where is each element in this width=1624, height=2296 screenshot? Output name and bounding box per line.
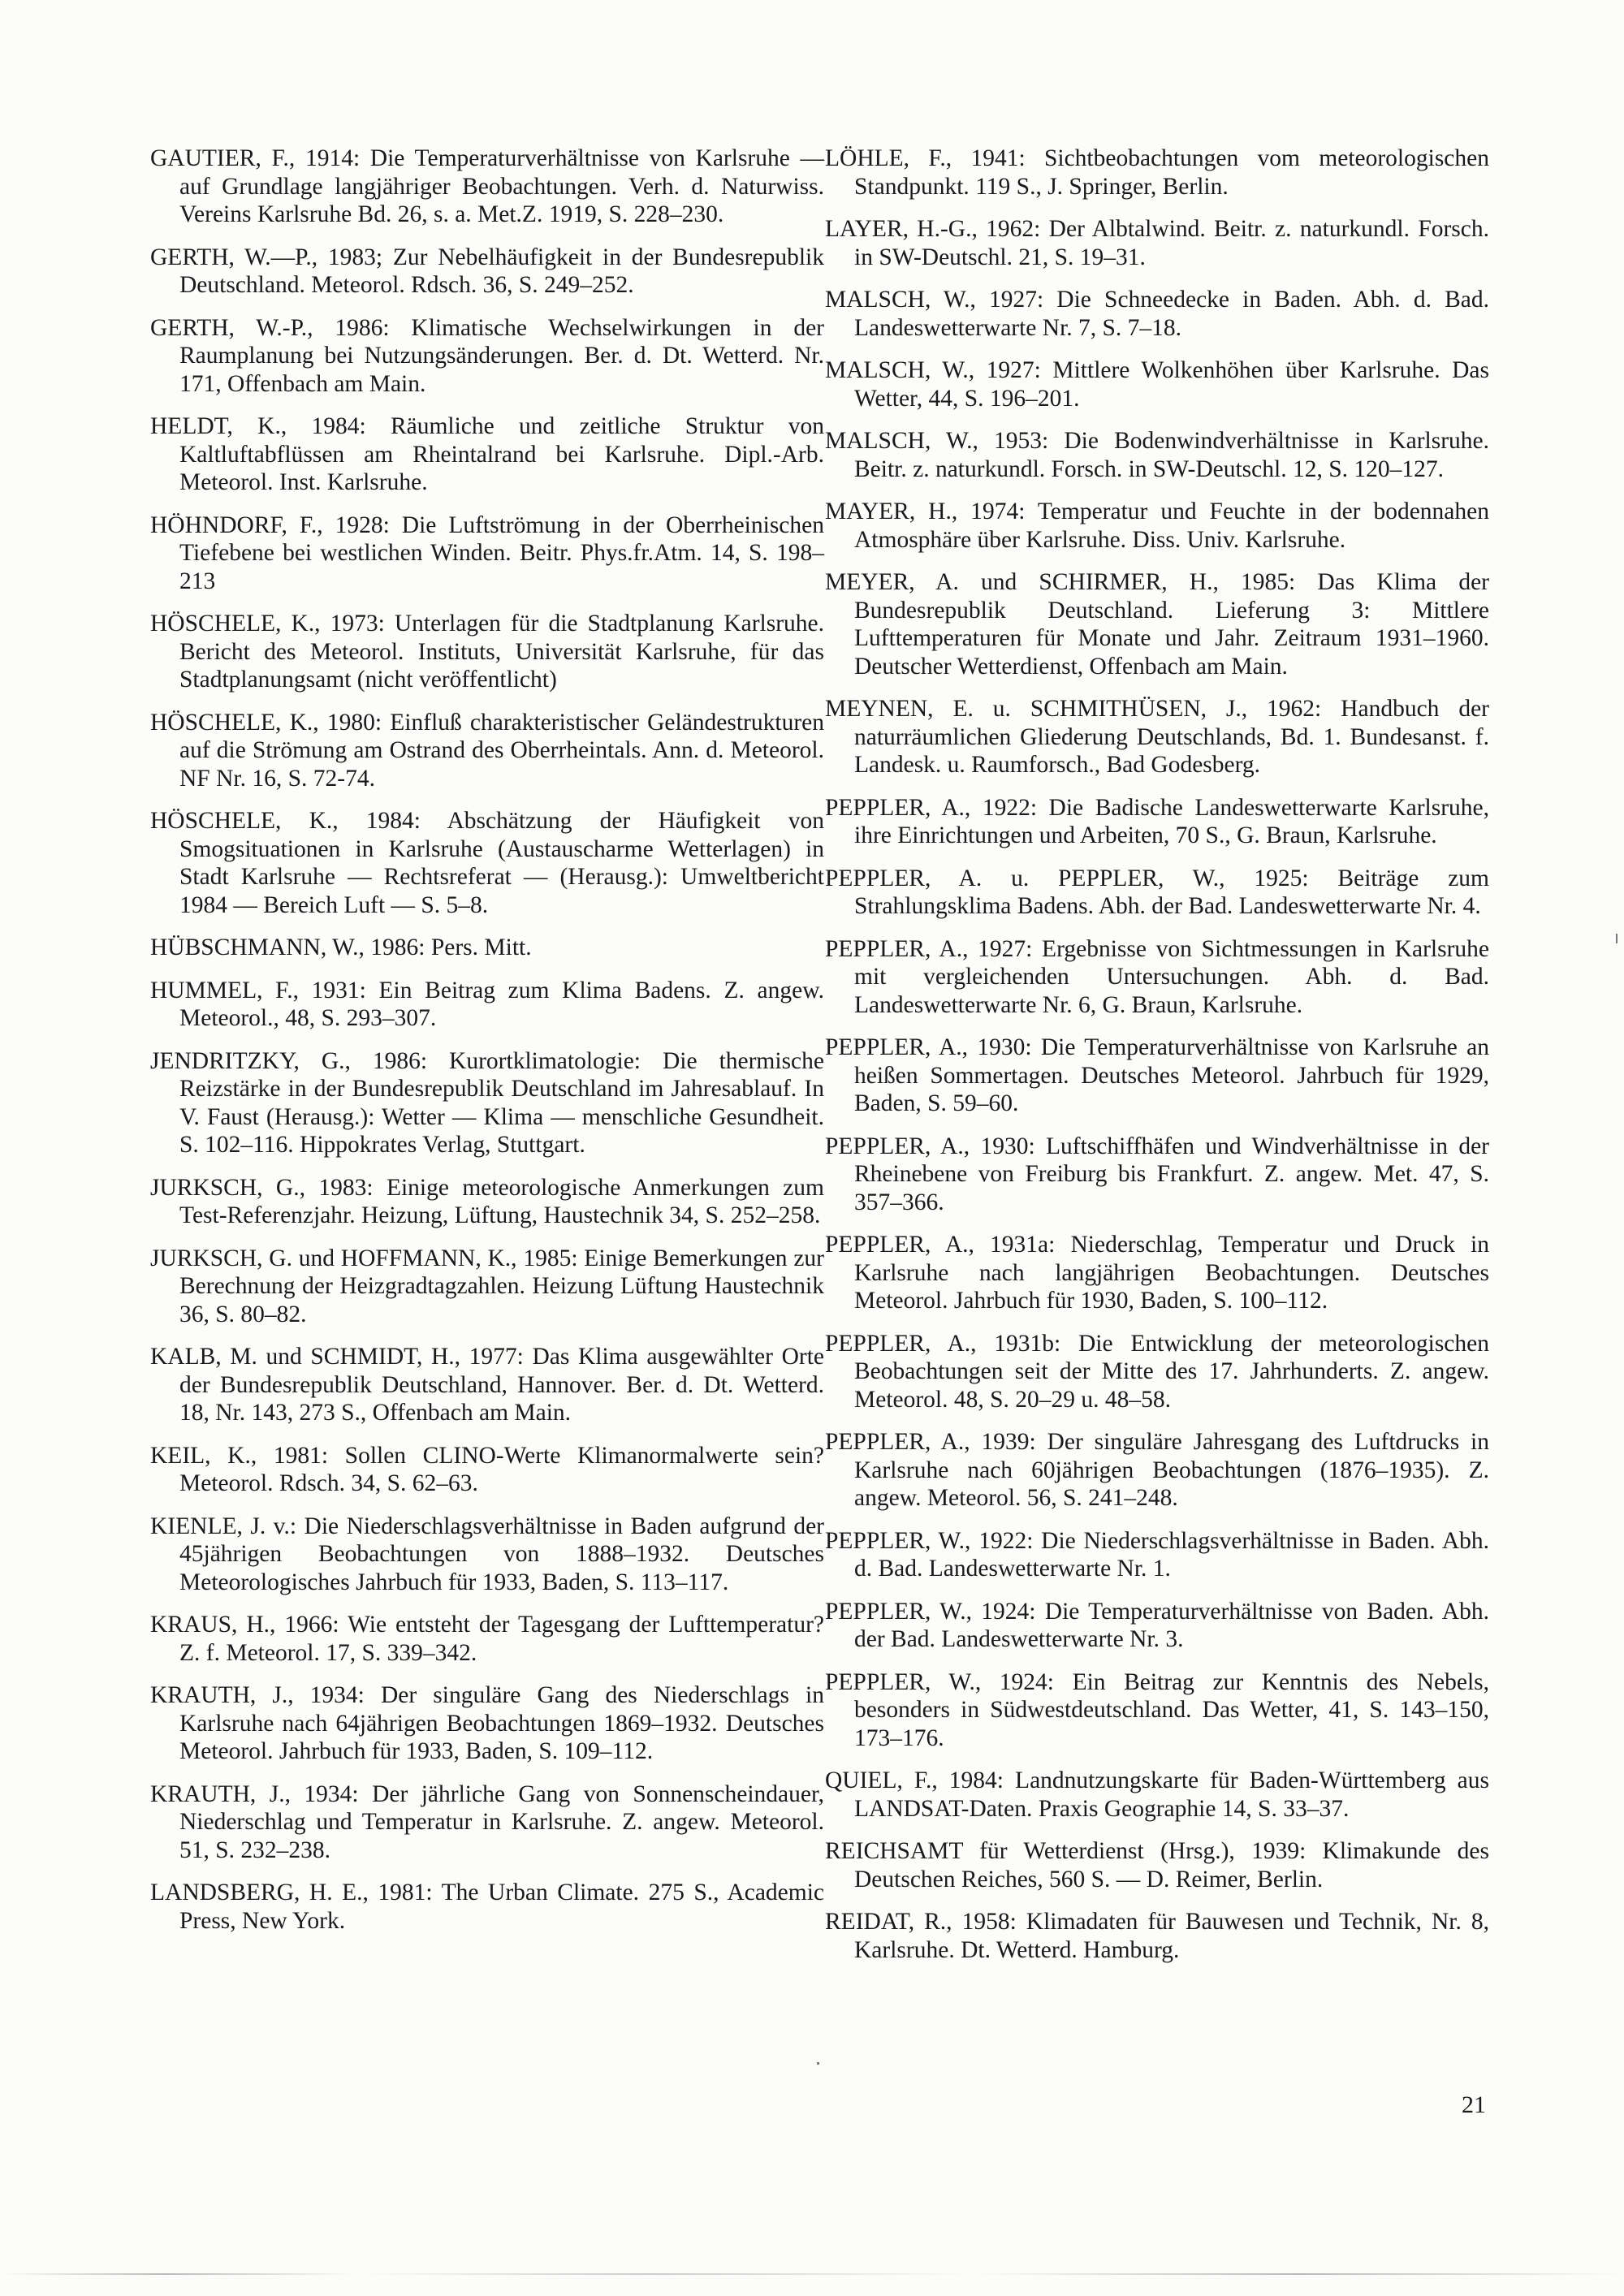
reference-entry: MALSCH, W., 1927: Mittlere Wolkenhöhen über Karlsruhe. Das Wetter, 44, S. 196–201. [825, 357, 1489, 412]
reference-entry: MEYNEN, E. u. SCHMITHÜSEN, J., 1962: Handbuch der naturräumlichen Gliederung Deutschlands, Bd. 1. Bundesanst. f. Landesk. u. Raumforsch., Bad Godesberg. [825, 696, 1489, 778]
reference-entry: MAYER, H., 1974: Temperatur und Feuchte in der bodennahen Atmosphäre über Karlsruhe. Diss. Univ. Karlsruhe. [825, 498, 1489, 553]
reference-entry: REIDAT, R., 1958: Klimadaten für Bauwesen und Technik, Nr. 8, Karlsruhe. Dt. Wetterd. Hamburg. [825, 1909, 1489, 1963]
reference-entry: PEPPLER, A., 1931a: Niederschlag, Temperatur und Druck in Karlsruhe nach langjährigen Beobachtungen. Deutsches Meteorol. Jahrbuch für 1930, Baden, S. 100–112. [825, 1232, 1489, 1314]
reference-entry: MALSCH, W., 1953: Die Bodenwindverhältnisse in Karlsruhe. Beitr. z. naturkundl. Forsch. in SW-Deutschl. 12, S. 120–127. [825, 428, 1489, 482]
references-right-column [825, 145, 1489, 1979]
reference-entry: JENDRITZKY, G., 1986: Kurortklimatologie: Die thermische Reizstärke in der Bundesrepublik Deutschland im Jahresablauf. In V. Faust (Herausg.): Wetter — Klima — menschliche Gesundheit. S. 102–116. Hippokrates Verlag, Stuttgart. [150, 1047, 824, 1158]
reference-entry: PEPPLER, A., 1939: Der singuläre Jahresgang des Luftdrucks in Karlsruhe nach 60jährigen Beobachtungen (1876–1935). Z. angew. Meteorol. 56, S. 241–248. [825, 1429, 1489, 1511]
reference-entry: HÖSCHELE, K., 1984: Abschätzung der Häufigkeit von Smogsituationen in Karlsruhe (Austauscharme Wetterlagen) in Stadt Karlsruhe — Rechtsreferat — (Herausg.): Umweltbericht 1984 — Bereich Luft — S. 5–8. [150, 808, 824, 918]
reference-entry: GERTH, W.—P., 1983; Zur Nebelhäufigkeit in der Bundesrepublik Deutschland. Meteorol. Rdsch. 36, S. 249–252. [150, 244, 824, 298]
page-number: 21 [1462, 2091, 1486, 2118]
reference-entry: PEPPLER, A. u. PEPPLER, W., 1925: Beiträge zum Strahlungsklima Badens. Abh. der Bad. Landeswetterwarte Nr. 4. [825, 865, 1489, 919]
scan-speck [1616, 934, 1618, 943]
reference-entry: KRAUTH, J., 1934: Der singuläre Gang des Niederschlags in Karlsruhe nach 64jährigen Beobachtungen 1869–1932. Deutsches Meteorol. Jahrbuch für 1933, Baden, S. 109–112. [150, 1682, 824, 1764]
reference-entry: HÖSCHELE, K., 1973: Unterlagen für die Stadtplanung Karlsruhe. Bericht des Meteorol. Instituts, Universität Karlsruhe, für das Stadtplanungsamt (nicht veröffentlicht) [150, 611, 824, 693]
reference-entry: HÜBSCHMANN, W., 1986: Pers. Mitt. [150, 934, 532, 960]
reference-entry: LÖHLE, F., 1941: Sichtbeobachtungen vom meteorologischen Standpunkt. 119 S., J. Springer, Berlin. [825, 145, 1489, 200]
reference-entry: JURKSCH, G., 1983: Einige meteorologische Anmerkungen zum Test-Referenzjahr. Heizung, Lüftung, Haustechnik 34, S. 252–258. [150, 1174, 824, 1228]
reference-entry: KIENLE, J. v.: Die Niederschlagsverhältnisse in Baden aufgrund der 45jährigen Beobachtungen von 1888–1932. Deutsches Meteorologisches Jahrbuch für 1933, Baden, S. 113–117. [150, 1513, 824, 1595]
reference-entry: HELDT, K., 1984: Räumliche und zeitliche Struktur von Kaltluftabflüssen am Rheintalrand bei Karlsruhe. Dipl.-Arb. Meteorol. Inst. Karlsruhe. [150, 413, 824, 495]
reference-entry: LANDSBERG, H. E., 1981: The Urban Climate. 275 S., Academic Press, New York. [150, 1880, 824, 1934]
reference-entry: KRAUTH, J., 1934: Der jährliche Gang von Sonnenscheindauer, Niederschlag und Temperatur in Karlsruhe. Z. angew. Meteorol. 51, S. 232–238. [150, 1780, 824, 1863]
reference-entry: MALSCH, W., 1927: Die Schneedecke in Baden. Abh. d. Bad. Landeswetterwarte Nr. 7, S. 7–18. [825, 287, 1489, 341]
reference-entry: PEPPLER, W., 1924: Ein Beitrag zur Kenntnis des Nebels, besonders in Südwestdeutschland. Das Wetter, 41, S. 143–150, 173–176. [825, 1668, 1489, 1751]
reference-entry: REICHSAMT für Wetterdienst (Hrsg.), 1939: Klimakunde des Deutschen Reiches, 560 S. — D. Reimer, Berlin. [825, 1838, 1489, 1892]
reference-entry: LAYER, H.-G., 1962: Der Albtalwind. Beitr. z. naturkundl. Forsch. in SW-Deutschl. 21, S. 19–31. [825, 216, 1489, 270]
scan-edge-artifact [0, 2273, 1624, 2275]
reference-entry: MEYER, A. und SCHIRMER, H., 1985: Das Klima der Bundesrepublik Deutschland. Lieferung 3: Mittlere Lufttemperaturen für Monate und Jahr. Zeitraum 1931–1960. Deutscher Wetterdienst, Offenbach am Main. [825, 569, 1489, 680]
reference-entry: QUIEL, F., 1984: Landnutzungskarte für Baden-Württemberg aus LANDSAT-Daten. Praxis Geographie 14, S. 33–37. [825, 1767, 1489, 1822]
reference-entry: PEPPLER, A., 1927: Ergebnisse von Sichtmessungen in Karlsruhe mit vergleichenden Untersuchungen. Abh. d. Bad. Landeswetterwarte Nr. 6, G. Braun, Karlsruhe. [825, 935, 1489, 1018]
scan-speck [817, 2062, 819, 2065]
reference-entry: JURKSCH, G. und HOFFMANN, K., 1985: Einige Bemerkungen zur Berechnung der Heizgradtagzahlen. Heizung Lüftung Haustechnik 36, S. 80–82. [150, 1245, 824, 1327]
reference-entry: HÖSCHELE, K., 1980: Einfluß charakteristischer Geländestrukturen auf die Strömung am Ostrand des Oberrheintals. Ann. d. Meteorol. NF Nr. 16, S. 72-74. [150, 709, 824, 792]
reference-entry: PEPPLER, A., 1930: Die Temperaturverhältnisse von Karlsruhe an heißen Sommertagen. Deutsches Meteorol. Jahrbuch für 1929, Baden, S. 59–60. [825, 1034, 1489, 1116]
reference-entry: KALB, M. und SCHMIDT, H., 1977: Das Klima ausgewählter Orte der Bundesrepublik Deutschland, Hannover. Ber. d. Dt. Wetterd. 18, Nr. 143, 273 S., Offenbach am Main. [150, 1344, 824, 1426]
reference-entry: HÖHNDORF, F., 1928: Die Luftströmung in der Oberrheinischen Tiefebene bei westlichen Winden. Beitr. Phys.fr.Atm. 14, S. 198–213 [150, 511, 824, 594]
references-left-column [150, 145, 824, 1949]
reference-entry: PEPPLER, W., 1924: Die Temperaturverhältnisse von Baden. Abh. der Bad. Landeswetterwarte Nr. 3. [825, 1598, 1489, 1652]
reference-entry: PEPPLER, A., 1930: Luftschiffhäfen und Windverhältnisse in der Rheinebene von Freiburg bis Frankfurt. Z. angew. Met. 47, S. 357–366. [825, 1133, 1489, 1215]
reference-entry: HUMMEL, F., 1931: Ein Beitrag zum Klima Badens. Z. angew. Meteorol., 48, S. 293–307. [150, 977, 824, 1031]
reference-entry: GAUTIER, F., 1914: Die Temperaturverhältnisse von Karlsruhe — auf Grundlage langjähriger Beobachtungen. Verh. d. Naturwiss. Vereins Karlsruhe Bd. 26, s. a. Met.Z. 1919, S. 228–230. [150, 145, 824, 227]
reference-entry: GERTH, W.-P., 1986: Klimatische Wechselwirkungen in der Raumplanung bei Nutzungsänderungen. Ber. d. Dt. Wetterd. Nr. 171, Offenbach am Main. [150, 314, 824, 397]
reference-entry: PEPPLER, W., 1922: Die Niederschlagsverhältnisse in Baden. Abh. d. Bad. Landeswetterwarte Nr. 1. [825, 1527, 1489, 1582]
reference-entry: KRAUS, H., 1966: Wie entsteht der Tagesgang der Lufttemperatur? Z. f. Meteorol. 17, S. 339–342. [150, 1612, 824, 1666]
reference-entry: KEIL, K., 1981: Sollen CLINO-Werte Klimanormalwerte sein? Meteorol. Rdsch. 34, S. 62–63. [150, 1442, 824, 1496]
reference-entry: PEPPLER, A., 1922: Die Badische Landeswetterwarte Karlsruhe, ihre Einrichtungen und Arbeiten, 70 S., G. Braun, Karlsruhe. [825, 794, 1489, 848]
reference-entry: PEPPLER, A., 1931b: Die Entwicklung der meteorologischen Beobachtungen seit der Mitte des 17. Jahrhunderts. Z. angew. Meteorol. 48, S. 20–29 u. 48–58. [825, 1330, 1489, 1413]
